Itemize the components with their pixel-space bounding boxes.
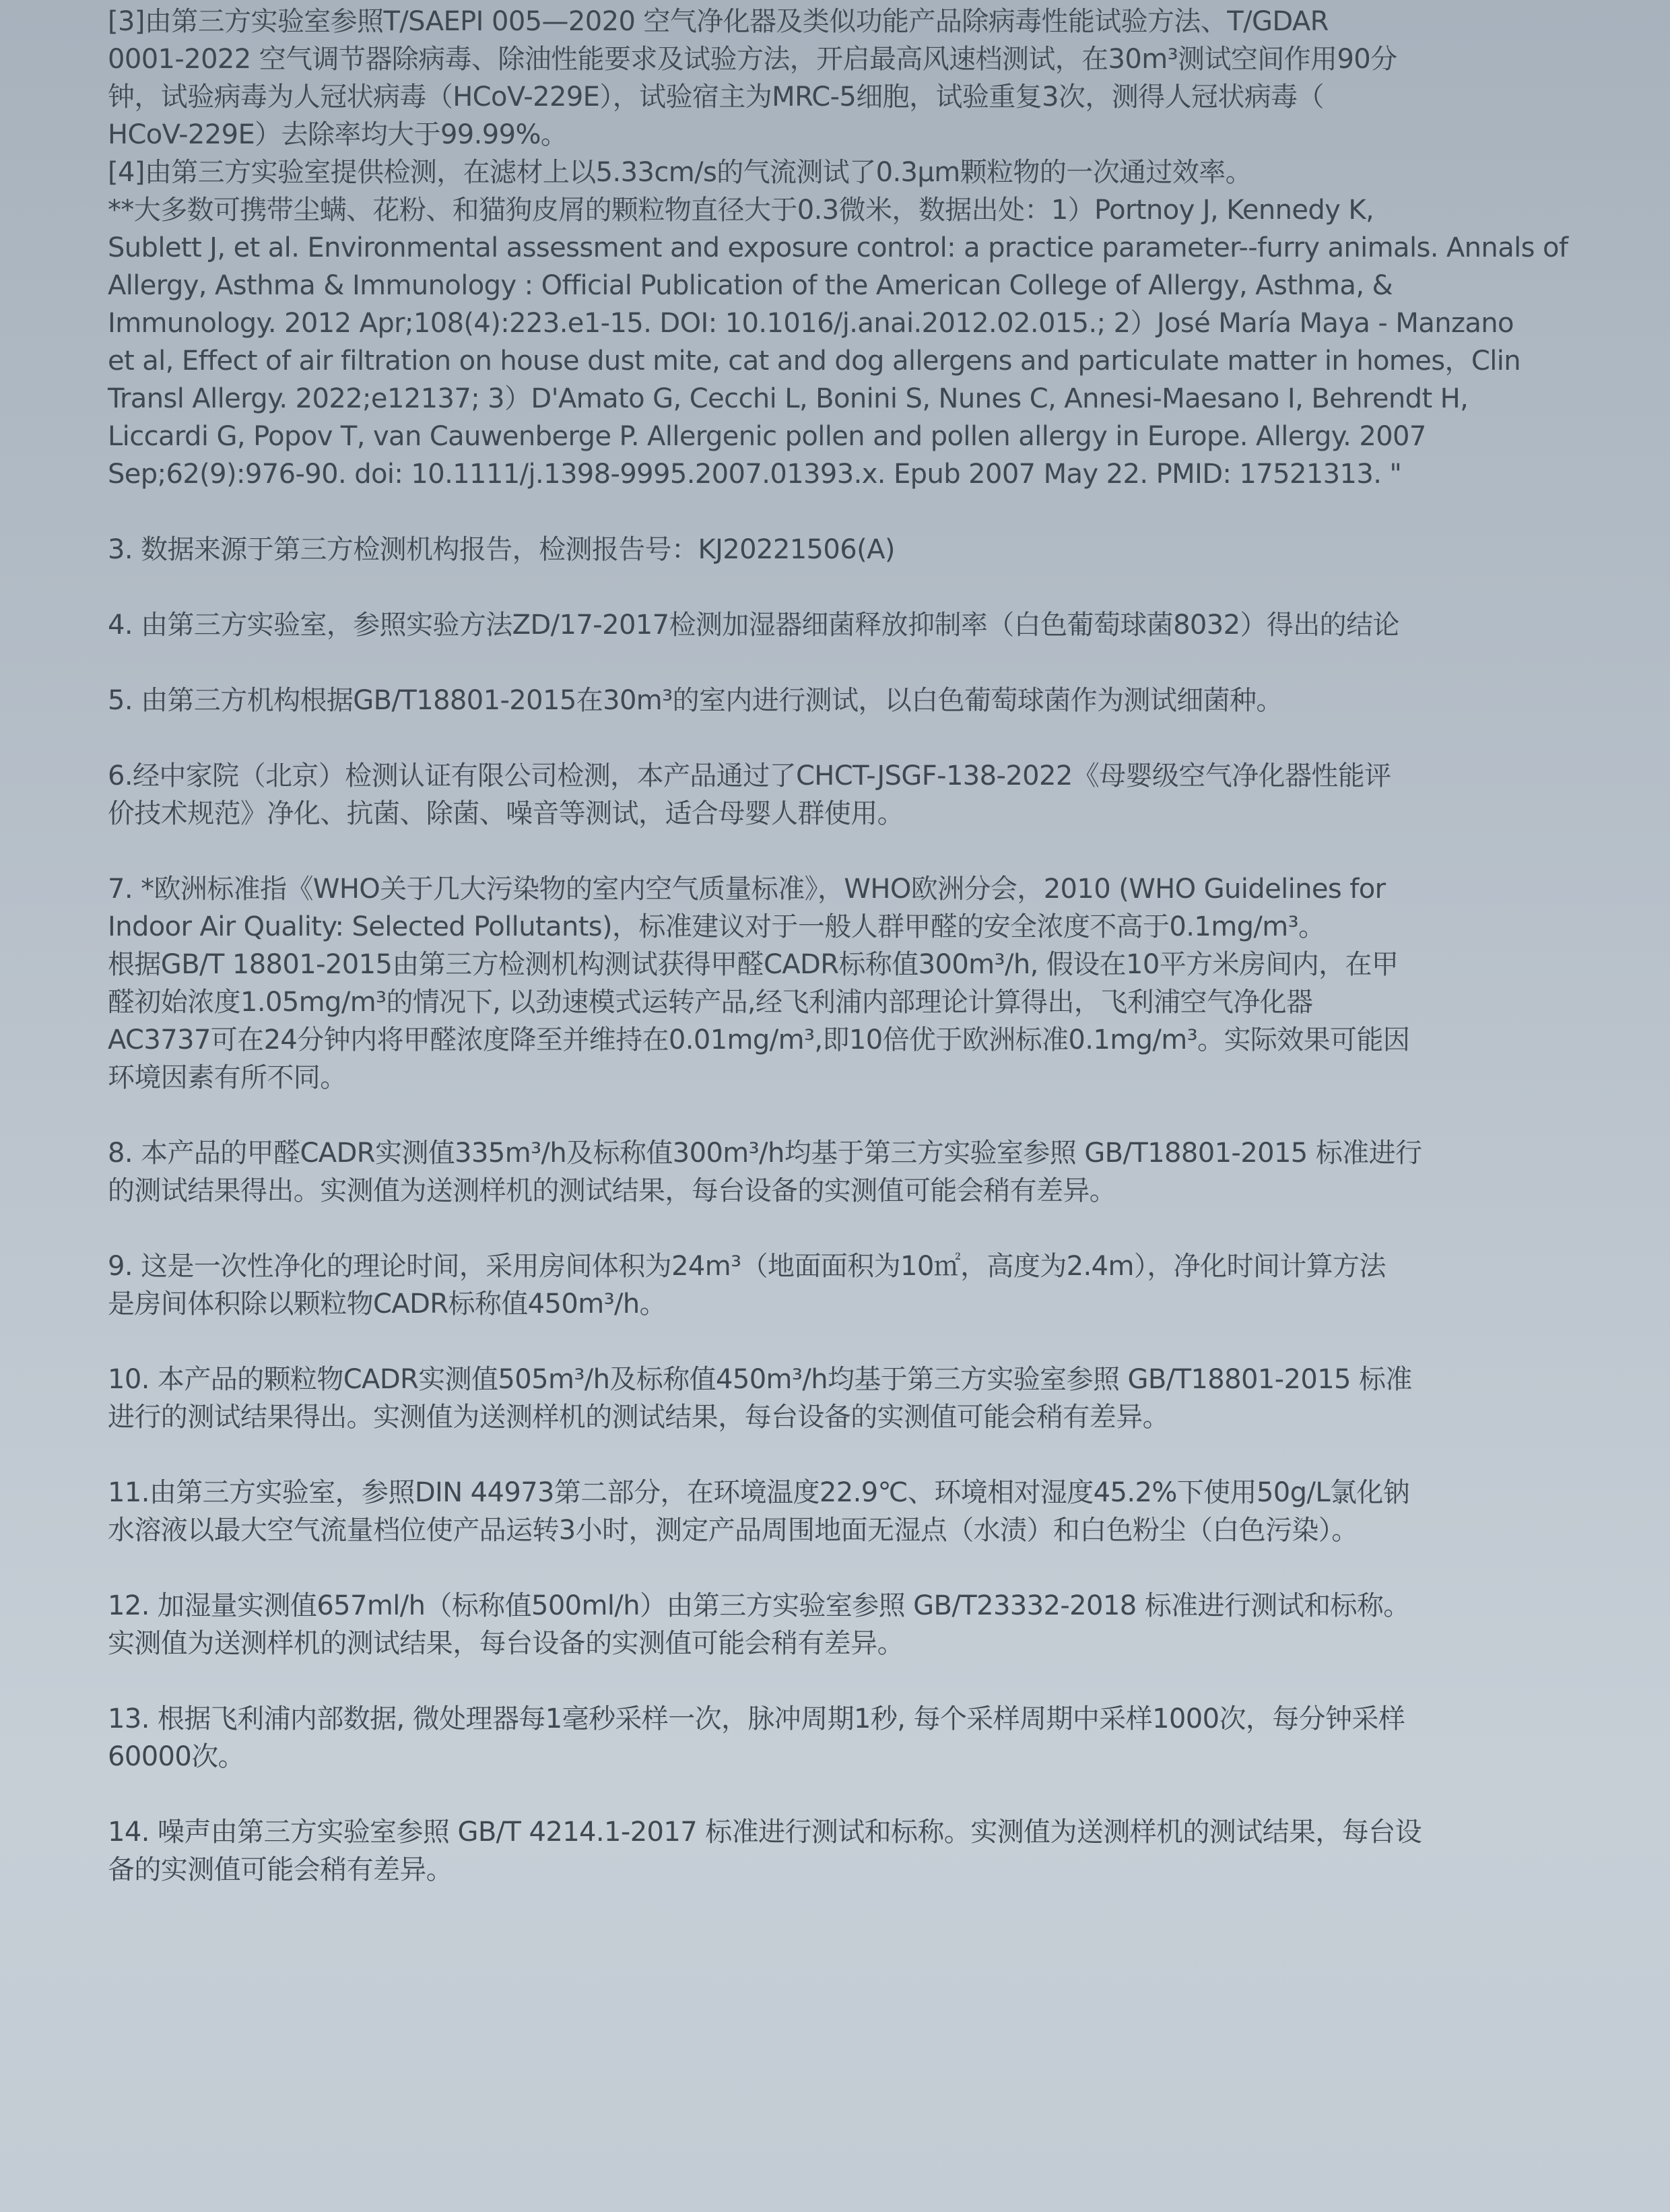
note-13 [108,1700,1569,1776]
reference-line: Sublett J, et al. Environmental assessment and exposure control: a practice parameter--furry animals. Annals of [108,232,1568,263]
note-line: 10. 本产品的颗粒物CADR实测值505m³/h及标称值450m³/h均基于第三方实验室参照 GB/T18801-2015 标准 [108,1364,1412,1395]
reference-line: Liccardi G, Popov T, van Cauwenberge P. Allergenic pollen and pollen allergy in Europe. Allergy. 2007 [108,421,1426,452]
reference-line: HCoV-229E）去除率均大于99.99%。 [108,119,568,150]
reference-line: et al, Effect of air filtration on house dust mite, cat and dog allergens and particulate matter in homes，Clin [108,346,1521,377]
reference-line: 0001-2022 空气调节器除病毒、除油性能要求及试验方法，开启最高风速档测试，在30m³测试空间作用90分 [108,44,1397,75]
note-line: 11.由第三方实验室，参照DIN 44973第二部分，在环境温度22.9℃、环境相对湿度45.2%下使用50g/L氯化钠 [108,1477,1410,1508]
footnotes-content [108,0,1569,1889]
reference-line: Transl Allergy. 2022;e12137; 3）D'Amato G, Cecchi L, Bonini S, Nunes C, Annesi-Maesano I, Behrendt H, [108,383,1469,414]
note-line: 实测值为送测样机的测试结果，每台设备的实测值可能会稍有差异。 [108,1628,904,1659]
reference-line: 钟，试验病毒为人冠状病毒（HCoV-229E），试验宿主为MRC-5细胞，试验重复3次，测得人冠状病毒（ [108,82,1324,112]
note-line: 水溶液以最大空气流量档位使产品运转3小时，测定产品周围地面无湿点（水渍）和白色粉尘（白色污染）。 [108,1515,1358,1546]
note-line: 5. 由第三方机构根据GB/T18801-2015在30m³的室内进行测试，以白色葡萄球菌作为测试细菌种。 [108,685,1283,716]
reference-line: **大多数可携带尘螨、花粉、和猫狗皮屑的颗粒物直径大于0.3微米，数据出处：1）Portnoy J, Kennedy K, [108,195,1374,226]
note-line: 醛初始浓度1.05mg/m³的情况下, 以劲速模式运转产品,经飞利浦内部理论计算得出，飞利浦空气净化器 [108,987,1313,1018]
note-14 [108,1813,1569,1889]
note-10 [108,1361,1569,1436]
note-line: Indoor Air Quality: Selected Pollutants)，标准建议对于一般人群甲醛的安全浓度不高于0.1mg/m³。 [108,911,1325,942]
note-7 [108,870,1569,1097]
note-6 [108,757,1569,833]
note-line: 14. 噪声由第三方实验室参照 GB/T 4214.1-2017 标准进行测试和标称。实测值为送测样机的测试结果，每台设 [108,1817,1422,1848]
note-3 [108,531,1569,568]
note-line: 13. 根据飞利浦内部数据, 微处理器每1毫秒采样一次，脉冲周期1秒, 每个采样周期中采样1000次，每分钟采样 [108,1703,1405,1734]
note-line: 4. 由第三方实验室，参照实验方法ZD/17-2017检测加湿器细菌释放抑制率（白色葡萄球菌8032）得出的结论 [108,610,1399,641]
note-line: 12. 加湿量实测值657ml/h（标称值500ml/h）由第三方实验室参照 GB/T23332-2018 标准进行测试和标称。 [108,1590,1410,1621]
note-8 [108,1134,1569,1210]
reference-line: Sep;62(9):976-90. doi: 10.1111/j.1398-9995.2007.01393.x. Epub 2007 May 22. PMID: 17521313. " [108,459,1402,490]
note-12 [108,1587,1569,1662]
note-line: 3. 数据来源于第三方检测机构报告，检测报告号：KJ20221506(A) [108,534,895,565]
note-line: 60000次。 [108,1741,245,1772]
note-line: 价技术规范》净化、抗菌、除菌、噪音等测试，适合母婴人群使用。 [108,798,904,829]
note-9 [108,1247,1569,1323]
note-5 [108,682,1569,719]
note-line: 9. 这是一次性净化的理论时间，采用房间体积为24m³（地面面积为10㎡，高度为2.4m），净化时间计算方法 [108,1251,1386,1282]
reference-line: [4]由第三方实验室提供检测，在滤材上以5.33cm/s的气流测试了0.3μm颗粒物的一次通过效率。 [108,157,1252,188]
note-line: 7. *欧洲标准指《WHO关于几大污染物的室内空气质量标准》，WHO欧洲分会，2010 (WHO Guidelines for [108,874,1386,905]
reference-line: Immunology. 2012 Apr;108(4):223.e1-15. DOI: 10.1016/j.anai.2012.02.015.; 2）José María Maya - Manzano [108,308,1514,339]
note-11 [108,1474,1569,1549]
note-line: 6.经中家院（北京）检测认证有限公司检测，本产品通过了CHCT-JSGF-138-2022《母婴级空气净化器性能评 [108,760,1391,791]
note-line: 的测试结果得出。实测值为送测样机的测试结果，每台设备的实测值可能会稍有差异。 [108,1175,1116,1206]
note-line: 是房间体积除以颗粒物CADR标称值450m³/h。 [108,1289,667,1320]
reference-line: [3]由第三方实验室参照T/SAEPI 005—2020 空气净化器及类似功能产品除病毒性能试验方法、T/GDAR [108,6,1329,37]
note-line: 8. 本产品的甲醛CADR实测值335m³/h及标称值300m³/h均基于第三方实验室参照 GB/T18801-2015 标准进行 [108,1138,1422,1169]
note-line: 环境因素有所不同。 [108,1062,347,1093]
note-line: 根据GB/T 18801-2015由第三方检测机构测试获得甲醛CADR标称值300m³/h, 假设在10平方米房间内，在甲 [108,949,1399,980]
reference-line: Allergy, Asthma & Immunology : Official Publication of the American College of Allergy, Asthma, & [108,270,1393,301]
references-block [108,3,1569,493]
note-4 [108,606,1569,644]
note-line: AC3737可在24分钟内将甲醛浓度降至并维持在0.01mg/m³,即10倍优于欧洲标准0.1mg/m³。实际效果可能因 [108,1024,1410,1055]
note-line: 进行的测试结果得出。实测值为送测样机的测试结果，每台设备的实测值可能会稍有差异。 [108,1402,1169,1433]
note-line: 备的实测值可能会稍有差异。 [108,1854,453,1885]
